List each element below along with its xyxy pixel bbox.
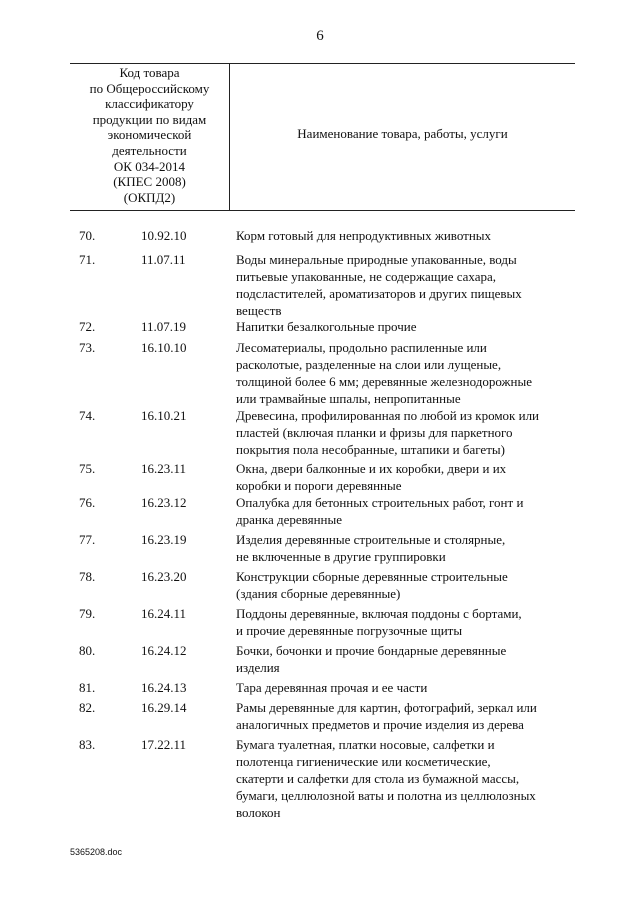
document-filename: 5365208.doc [70, 847, 123, 857]
header-code-line: (КПЕС 2008) [113, 174, 186, 190]
row-name-line: Древесина, профилированная по любой из кромок или [236, 408, 540, 423]
row-name [236, 339, 576, 407]
header-code-line: экономической [107, 127, 192, 143]
row-name [236, 679, 576, 696]
table-header [70, 63, 575, 211]
row-number: 70. [79, 228, 96, 243]
row-name-line: Рамы деревянные для картин, фотографий, зеркал или [236, 700, 537, 715]
row-name [236, 642, 576, 676]
row-name-line: Опалубка для бетонных строительных работ, гонт и [236, 495, 524, 510]
row-number: 73. [79, 340, 96, 355]
row-name-line: или трамвайные шпалы, непропитанные [236, 391, 461, 406]
row-number: 78. [79, 569, 96, 584]
row-name [236, 494, 576, 528]
row-name-line: Напитки безалкогольные прочие [236, 319, 417, 334]
row-name-line: Лесоматериалы, продольно распиленные или [236, 340, 487, 355]
row-code: 16.23.20 [141, 569, 187, 584]
row-name-line: пластей (включая планки и фризы для паркетного [236, 425, 513, 440]
row-number: 83. [79, 737, 96, 752]
header-code-line: продукции по видам [92, 111, 207, 127]
row-name-line: дранка деревянные [236, 512, 342, 527]
row-name-line: коробки и пороги деревянные [236, 478, 402, 493]
row-name-line: подсластителей, ароматизаторов и других пищевых [236, 286, 522, 301]
header-code-line: классификатору [105, 96, 194, 112]
row-code: 16.24.11 [141, 606, 187, 621]
row-name-line: Поддоны деревянные, включая поддоны с бортами, [236, 606, 522, 621]
row-name-line: аналогичных предметов и прочие изделия из дерева [236, 717, 524, 732]
row-name-line: веществ [236, 303, 282, 318]
header-code-line: Код товара [119, 65, 180, 80]
header-code-line: деятельности [112, 142, 187, 158]
row-number: 79. [79, 606, 96, 621]
row-name [236, 736, 576, 821]
row-code: 11.07.19 [141, 319, 187, 334]
row-number: 82. [79, 700, 96, 715]
row-name-line: бумаги, целлюлозной ваты и полотна из целлюлозных [236, 788, 536, 803]
row-code: 16.24.12 [141, 643, 187, 658]
row-code: 16.10.21 [141, 408, 187, 423]
row-name-line: покрытия пола несобранные, штапики и багеты) [236, 442, 505, 457]
row-name-line: скатерти и салфетки для стола из бумажной массы, [236, 771, 520, 786]
row-name-line: Окна, двери балконные и их коробки, двери и их [236, 461, 507, 476]
row-number: 72. [79, 319, 96, 334]
header-code-line: (ОКПД2) [123, 189, 176, 205]
row-number: 81. [79, 680, 96, 695]
row-code: 10.92.10 [141, 228, 187, 243]
row-code: 16.29.14 [141, 700, 187, 715]
row-code: 16.23.19 [141, 532, 187, 547]
row-code: 16.23.11 [141, 461, 187, 476]
row-code: 16.24.13 [141, 680, 187, 695]
row-name-line: и прочие деревянные погрузочные щиты [236, 623, 463, 638]
row-number: 71. [79, 252, 96, 267]
row-name-line: Конструкции сборные деревянные строительные [236, 569, 508, 584]
row-name [236, 531, 576, 565]
row-name-line: полотенца гигиенические или косметические, [236, 754, 491, 769]
row-number: 80. [79, 643, 96, 658]
row-number: 76. [79, 495, 96, 510]
row-name [236, 227, 576, 244]
row-name [236, 699, 576, 733]
row-name [236, 568, 576, 602]
row-code: 17.22.11 [141, 737, 187, 752]
row-name [236, 318, 576, 335]
row-name-line: расколотые, разделенные на слои или лущеные, [236, 357, 502, 372]
row-name-line: Бочки, бочонки и прочие бондарные деревянные [236, 643, 507, 658]
row-name-line: Изделия деревянные строительные и столярные, [236, 532, 506, 547]
row-name-line: изделия [236, 660, 280, 675]
row-code: 16.10.10 [141, 340, 187, 355]
page-number: 6 [316, 28, 324, 44]
row-name [236, 460, 576, 494]
row-name-line: питьевые упакованные, не содержащие сахара, [236, 269, 497, 284]
row-name [236, 605, 576, 639]
row-number: 74. [79, 408, 96, 423]
row-name-line: толщиной более 6 мм; деревянные железнодорожные [236, 374, 532, 389]
header-code-line: по Общероссийскому [89, 80, 210, 96]
row-name-line: (здания сборные деревянные) [236, 586, 401, 601]
row-code: 16.23.12 [141, 495, 187, 510]
row-name-line: Корм готовый для непродуктивных животных [236, 228, 492, 243]
row-name [236, 251, 576, 319]
row-name-line: не включенные в другие группировки [236, 549, 446, 564]
row-name-line: Тара деревянная прочая и ее части [236, 680, 428, 695]
header-name-column: Наименование товара, работы, услуги [297, 126, 508, 141]
row-code: 11.07.11 [141, 252, 186, 267]
header-code-column [70, 65, 229, 205]
row-name [236, 407, 576, 458]
row-name-line: Воды минеральные природные упакованные, воды [236, 252, 517, 267]
row-name-line: волокон [236, 805, 281, 820]
row-number: 75. [79, 461, 96, 476]
header-code-line: ОК 034-2014 [113, 158, 186, 174]
row-number: 77. [79, 532, 96, 547]
row-name-line: Бумага туалетная, платки носовые, салфетки и [236, 737, 495, 752]
